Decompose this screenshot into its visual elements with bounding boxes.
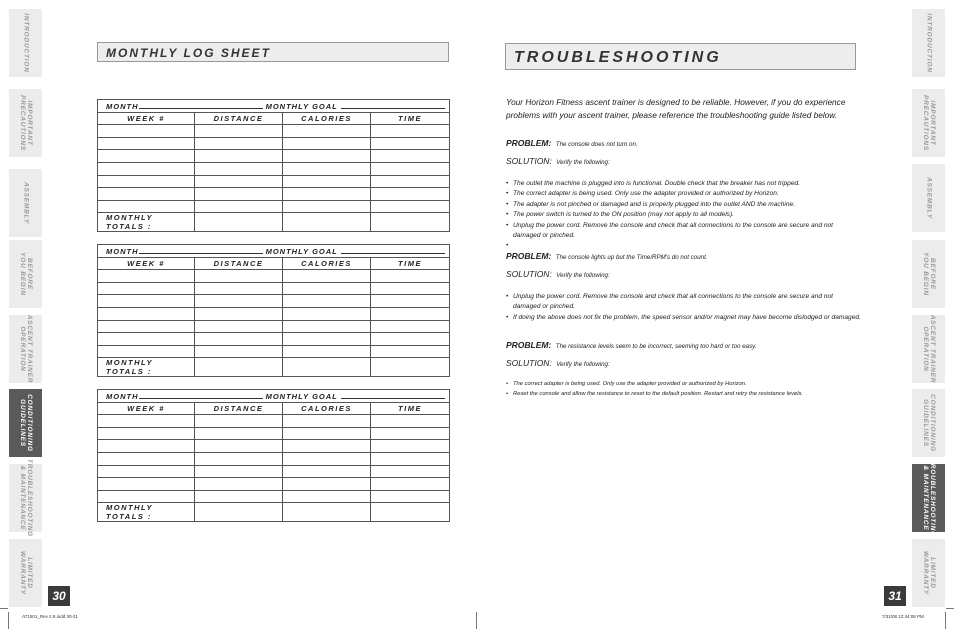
log-table-1 xyxy=(97,99,450,232)
list-item: • Reset the console and allow the resistance to reset to the default position. Restart and retry the resistance levels. xyxy=(506,389,862,399)
table-row xyxy=(98,465,450,478)
col-time: TIME xyxy=(371,112,450,125)
month-header: MONTH MONTHLY GOAL xyxy=(98,390,450,403)
troubleshooting-title: TROUBLESHOOTING xyxy=(505,43,856,70)
month-header: MONTH MONTHLY GOAL xyxy=(98,100,450,113)
problem-2-list xyxy=(506,292,862,323)
right-tab-troubleshooting[interactable]: TROUBLESHOOTING & MAINTENANCE xyxy=(912,464,945,532)
right-tab-before-you-begin[interactable]: BEFORE YOU BEGIN xyxy=(912,240,945,308)
table-row xyxy=(98,415,450,428)
page-number-right: 31 xyxy=(884,586,906,606)
table-row xyxy=(98,320,450,333)
list-item: • The correct adapter is being used. Only use the adapter provided or authorized by Horizon. xyxy=(506,379,862,389)
list-item: • The correct adapter is being used. Only use the adapter provided or authorized by Horizon. xyxy=(506,189,862,199)
col-time: TIME xyxy=(371,402,450,415)
problem-label: PROBLEM: xyxy=(506,251,552,261)
table-row xyxy=(98,162,450,175)
monthly-totals-label: MONTHLY TOTALS : xyxy=(98,503,195,522)
list-item: • The power switch is turned to the ON position (may not apply to all models). xyxy=(506,210,862,220)
crop-mark xyxy=(8,612,9,629)
solution-text: Verify the following: xyxy=(556,159,610,166)
col-calories: CALORIES xyxy=(283,257,371,270)
list-item: • The outlet the machine is plugged into is functional. Double check that the breaker has not tripped. xyxy=(506,179,862,189)
left-tab-troubleshooting[interactable]: TROUBLESHOOTING & MAINTENANCE xyxy=(9,464,42,532)
footer-date: 7/31/08 12:44:08 PM xyxy=(882,614,924,619)
table-row xyxy=(98,345,450,358)
footer-file-info: AT1501_Rev 2.8.indd 30-31 xyxy=(22,614,78,619)
right-tab-introduction[interactable]: INTRODUCTION xyxy=(912,9,945,77)
table-row xyxy=(98,188,450,201)
problem-text: The resistance levels seem to be incorrect, seeming too hard or too easy. xyxy=(555,343,757,350)
problem-label: PROBLEM: xyxy=(506,138,552,148)
col-week: WEEK # xyxy=(98,257,195,270)
col-calories: CALORIES xyxy=(283,112,371,125)
col-distance: DISTANCE xyxy=(195,257,283,270)
col-distance: DISTANCE xyxy=(195,402,283,415)
monthly-totals-label: MONTHLY TOTALS : xyxy=(98,213,195,232)
table-row xyxy=(98,490,450,503)
left-tab-before-you-begin[interactable]: BEFORE YOU BEGIN xyxy=(9,240,42,308)
list-item: • If doing the above does not fix the problem, the speed sensor and/or magnet may have become dislodged or damaged. xyxy=(506,313,862,323)
problem-3 xyxy=(506,335,862,400)
col-calories: CALORIES xyxy=(283,402,371,415)
crop-mark xyxy=(946,608,954,609)
left-tab-operation[interactable]: ASCENT TRAINER OPERATION xyxy=(9,315,42,383)
log-table-2 xyxy=(97,244,450,377)
problem-label: PROBLEM: xyxy=(506,340,552,350)
table-row xyxy=(98,125,450,138)
left-tab-assembly[interactable]: ASSEMBLY xyxy=(9,169,42,237)
right-tab-operation[interactable]: ASCENT TRAINER OPERATION xyxy=(912,315,945,383)
crop-mark xyxy=(0,608,8,609)
crop-mark xyxy=(476,612,477,629)
table-row xyxy=(98,175,450,188)
table-row xyxy=(98,295,450,308)
solution-label: SOLUTION: xyxy=(506,269,552,279)
solution-text: Verify the following: xyxy=(556,272,610,279)
left-tab-introduction[interactable]: INTRODUCTION xyxy=(9,9,42,77)
problem-1 xyxy=(506,133,862,251)
list-item: • The adapter is not pinched or damaged and is properly plugged into the outlet AND the machine. xyxy=(506,200,862,210)
table-row xyxy=(98,137,450,150)
table-row xyxy=(98,150,450,163)
problem-text: The console does not turn on. xyxy=(555,141,638,148)
table-row xyxy=(98,440,450,453)
col-distance: DISTANCE xyxy=(195,112,283,125)
left-tab-conditioning[interactable]: CONDITIONING GUIDELINES xyxy=(9,389,42,457)
col-week: WEEK # xyxy=(98,402,195,415)
right-tab-precautions[interactable]: IMPORTANT PRECAUTIONS xyxy=(912,89,945,157)
table-row xyxy=(98,200,450,213)
crop-mark xyxy=(945,612,946,629)
solution-label: SOLUTION: xyxy=(506,156,552,166)
problem-text: The console lights up but the Time/RPM's do not count. xyxy=(555,254,708,261)
table-row xyxy=(98,282,450,295)
table-row xyxy=(98,478,450,491)
intro-paragraph: Your Horizon Fitness ascent trainer is designed to be reliable. However, if you do experience problems with your ascent trainer, please reference the troubleshooting guide listed below. xyxy=(506,97,846,120)
month-header: MONTH MONTHLY GOAL xyxy=(98,245,450,258)
right-tab-warranty[interactable]: LIMITED WARRANTY xyxy=(912,539,945,607)
solution-label: SOLUTION: xyxy=(506,358,552,368)
solution-text: Verify the following: xyxy=(556,361,610,368)
table-row xyxy=(98,452,450,465)
page-number-left: 30 xyxy=(48,586,70,606)
table-row xyxy=(98,333,450,346)
table-row xyxy=(98,427,450,440)
left-tab-warranty[interactable]: LIMITED WARRANTY xyxy=(9,539,42,607)
right-tab-conditioning[interactable]: CONDITIONING GUIDELINES xyxy=(912,389,945,457)
right-tab-assembly[interactable]: ASSEMBLY xyxy=(912,164,945,232)
table-row xyxy=(98,307,450,320)
problem-3-list xyxy=(506,379,862,400)
log-table-3 xyxy=(97,389,450,522)
problem-2 xyxy=(506,246,862,323)
left-tab-precautions[interactable]: IMPORTANT PRECAUTIONS xyxy=(9,89,42,157)
col-week: WEEK # xyxy=(98,112,195,125)
table-row xyxy=(98,270,450,283)
col-time: TIME xyxy=(371,257,450,270)
log-sheet-title: MONTHLY LOG SHEET xyxy=(97,42,449,62)
list-item: • Unplug the power cord. Remove the console and check that all connections to the console are secure and not damaged or pinched. xyxy=(506,221,862,242)
problem-1-list xyxy=(506,179,862,251)
monthly-totals-label: MONTHLY TOTALS : xyxy=(98,358,195,377)
list-item: • Unplug the power cord. Remove the console and check that all connections to the console are secure and not damaged or pinched. xyxy=(506,292,862,313)
